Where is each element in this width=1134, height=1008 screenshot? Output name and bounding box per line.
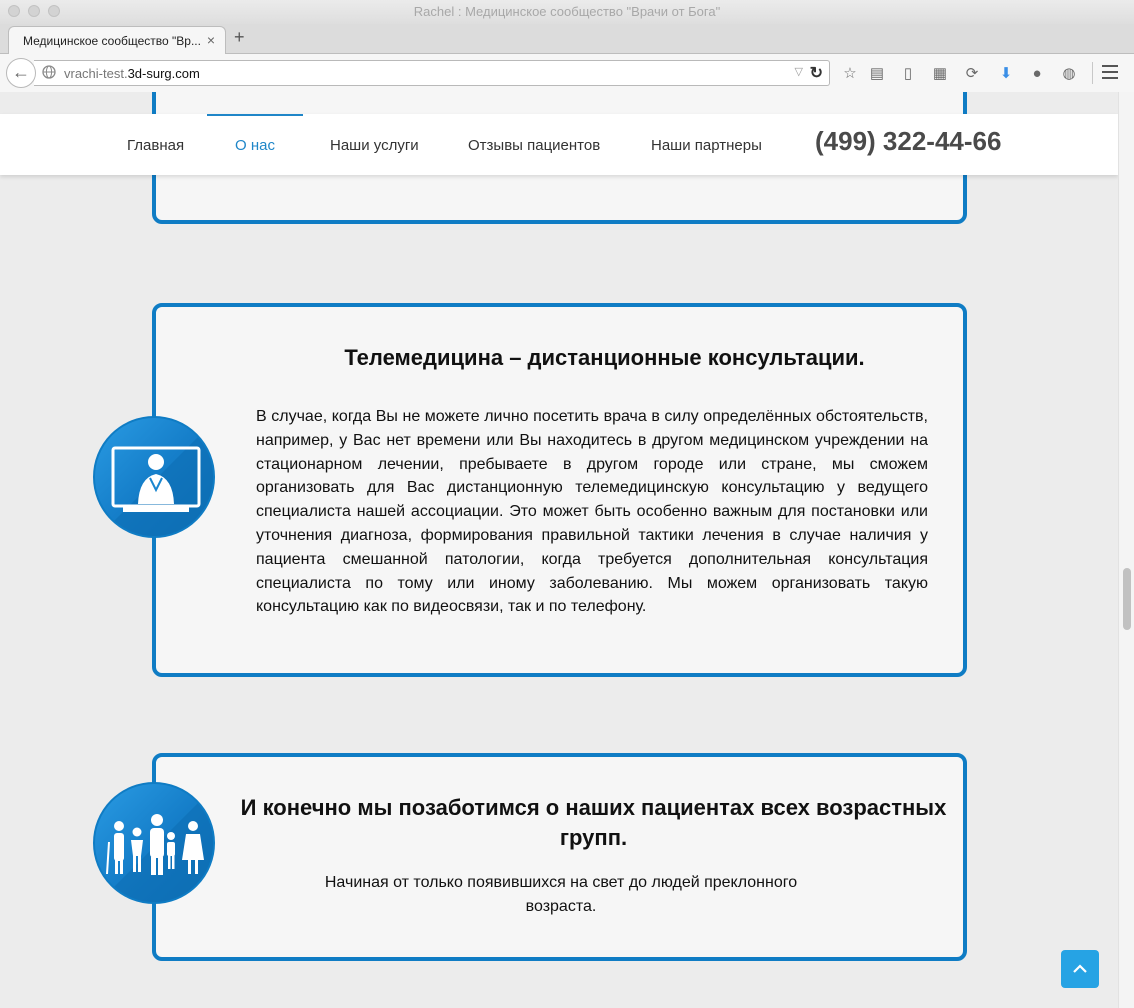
url-bar[interactable]	[34, 60, 830, 86]
close-window-button[interactable]	[8, 5, 20, 17]
bookmarks-library-icon[interactable]: ▤	[869, 65, 885, 82]
age-groups-title: И конечно мы позаботимся о наших пациентах всех возрастных групп.	[240, 795, 947, 850]
minimize-window-button[interactable]	[28, 5, 40, 17]
nav-item-partners[interactable]: Наши партнеры	[651, 137, 762, 154]
nav-item-services[interactable]: Наши услуги	[330, 137, 419, 154]
telemedicine-doctor-icon	[93, 416, 215, 538]
zoom-window-button[interactable]	[48, 5, 60, 17]
back-button[interactable]	[6, 58, 36, 88]
age-groups-card	[152, 753, 967, 961]
new-tab-button[interactable]: +	[234, 27, 245, 47]
chat-icon[interactable]: ●	[1032, 65, 1042, 82]
browser-tab[interactable]	[8, 26, 226, 55]
page-viewport	[0, 92, 1118, 1008]
tab-strip	[0, 24, 1134, 54]
hamburger-menu-icon[interactable]	[1102, 65, 1118, 83]
globe-icon	[42, 65, 56, 82]
page-scrollbar[interactable]	[1118, 92, 1134, 1008]
age-groups-text: Начиная от только появившихся на свет до людей преклонного возраста.	[324, 874, 798, 915]
telemedicine-card	[152, 303, 967, 677]
nav-item-reviews[interactable]: Отзывы пациентов	[468, 137, 601, 154]
browser-toolbar	[0, 54, 1134, 92]
back-arrow-icon: ←	[12, 62, 30, 82]
url-dropdown-icon[interactable]: ▽	[794, 66, 803, 78]
window-title: Rachel : Медицинское сообщество "Врачи от Бога"	[413, 4, 721, 19]
family-icon	[93, 782, 215, 904]
url-text: vrachi-test.3d-surg.com	[64, 66, 200, 81]
reader-view-icon[interactable]: ▯	[903, 65, 913, 82]
toolbar-divider	[1092, 62, 1093, 84]
tab-title: Медицинское сообщество "Вр...	[23, 34, 201, 48]
active-nav-indicator	[207, 114, 303, 116]
site-navigation	[0, 114, 1118, 175]
telemedicine-text: В случае, когда Вы не можете лично посетить врача в силу определённых обстоятельств, например, у Вас нет времени или Вы находитесь в другом медицинском учреждении на стационарном лечении, пребываете в другом городе или стране, мы сможем организовать для Вас дистанционную телемедицинскую консультацию у ведущего специалиста нашей ассоциации. Это может быть особенно важным для постановки или уточнения диагноза, формирования правильной тактики лечения в случае наличия у пациента смешанной патологии, когда требуется дополнительная консультация специалиста по тому или иному заболеванию. Мы можем организовать такую консультацию как по видеосвязи, так и по телефону.	[256, 408, 928, 616]
scrollbar-thumb[interactable]	[1123, 568, 1131, 630]
calendar-icon[interactable]: ▦	[932, 65, 948, 82]
sync-icon[interactable]: ⟳	[965, 65, 979, 82]
reload-icon[interactable]: ↻	[809, 65, 823, 82]
download-icon[interactable]: ⬇	[999, 65, 1013, 82]
telemedicine-title: Телемедицина – дистанционные консультации.	[344, 345, 865, 370]
scroll-to-top-button[interactable]	[1061, 950, 1099, 988]
phone-number[interactable]: (499) 322-44-66	[815, 126, 1002, 156]
nav-item-home[interactable]: Главная	[127, 137, 185, 154]
window-titlebar	[0, 0, 1134, 24]
tab-close-icon[interactable]: ×	[206, 32, 215, 48]
nav-item-about[interactable]: О нас	[235, 137, 275, 154]
extension-icon[interactable]: ◍	[1062, 65, 1076, 82]
bookmark-star-icon[interactable]: ☆	[843, 65, 857, 82]
chevron-up-icon	[1061, 950, 1099, 988]
